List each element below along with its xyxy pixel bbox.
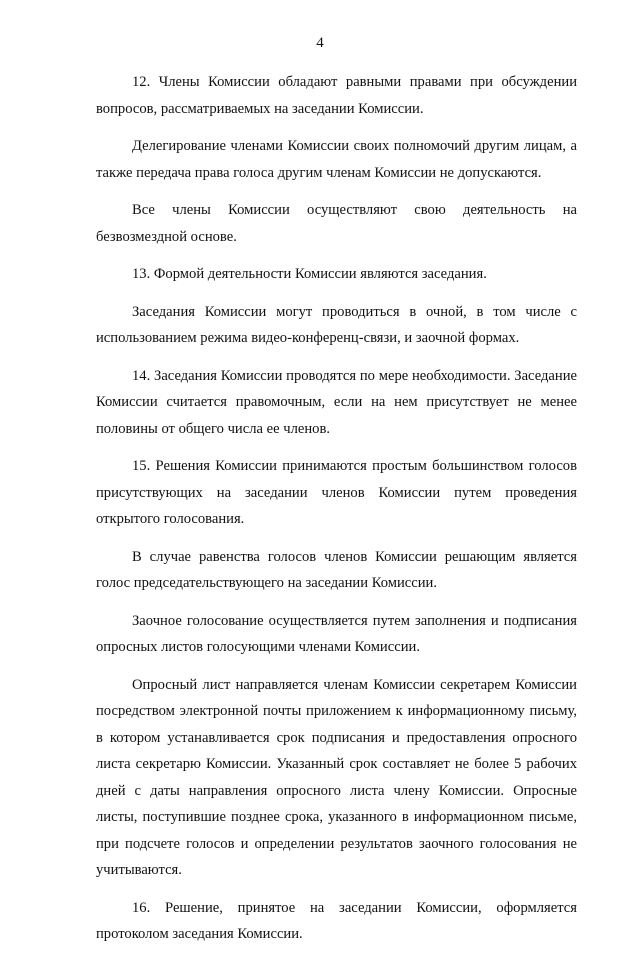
paragraph-13-form-of-activity: 13. Формой деятельности Комиссии являются заседания.	[132, 266, 487, 282]
paragraph-absentee-voting: Заочное голосование осуществляется путем заполнения и подписания опросных листов голосующими членами Комиссии.	[96, 612, 577, 655]
paragraph-delegation: Делегирование членами Комиссии своих полномочий другим лицам, а также передача права голоса другим членам Комиссии не допускаются.	[96, 138, 577, 181]
paragraph-questionnaire: Опросный лист направляется членам Комиссии секретарем Комиссии посредством электронной почты приложением к информационному письму, в котором устанавливается срок подписания и предоставления опросного листа секретарю Комиссии. Указанный срок составляет не более 5 рабочих дней с даты направления опросного листа члену Комиссии. Опросные листы, поступившие позднее срока, указанного в информационном письме, при подсчете голосов и определении результатов заочного голосования не учитываются.	[96, 676, 577, 878]
paragraph-tie-vote: В случае равенства голосов членов Комиссии решающим является голос председательствующего на заседании Комиссии.	[96, 548, 577, 591]
paragraph-14-quorum: 14. Заседания Комиссии проводятся по мере необходимости. Заседание Комиссии считается правомочным, если на нем присутствует не менее половины от общего числа ее членов.	[96, 367, 577, 437]
paragraph-meeting-forms: Заседания Комиссии могут проводиться в очной, в том числе с использованием режима видео-конференц-связи, и заочной формах.	[96, 303, 577, 346]
paragraph-unpaid-basis: Все члены Комиссии осуществляют свою деятельность на безвозмездной основе.	[96, 202, 577, 245]
page-number: 4	[316, 35, 324, 51]
paragraph-16-protocol: 16. Решение, принятое на заседании Комиссии, оформляется протоколом заседания Комиссии.	[96, 899, 577, 942]
paragraph-15-decisions: 15. Решения Комиссии принимаются простым большинством голосов присутствующих на заседании членов Комиссии путем проведения открытого голосования.	[96, 458, 577, 527]
document-body	[96, 69, 577, 959]
paragraph-12-equal-rights: 12. Члены Комиссии обладают равными правами при обсуждении вопросов, рассматриваемых на заседании Комиссии.	[96, 74, 577, 117]
